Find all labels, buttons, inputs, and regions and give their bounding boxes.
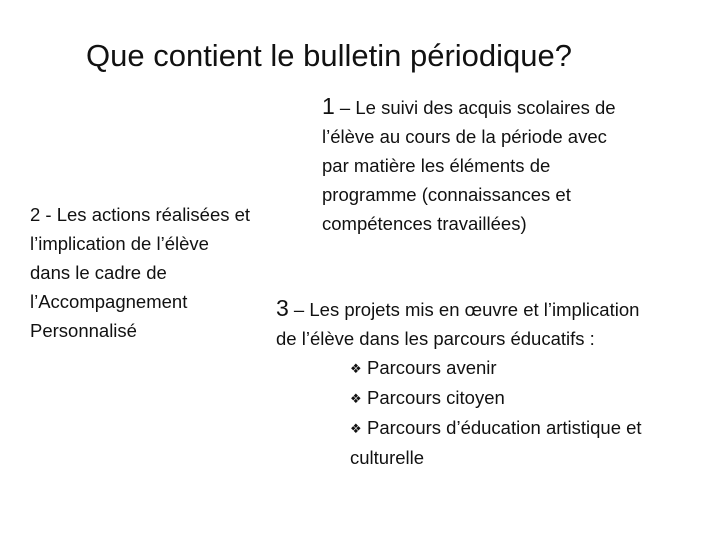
point-1-line [322, 92, 616, 122]
diamond-bullet-icon: ❖ [350, 361, 362, 376]
diamond-bullet-icon: ❖ [350, 421, 362, 436]
point-2-line: l’Accompagnement [30, 291, 188, 312]
point-1-line: programme (connaissances et [322, 184, 571, 205]
list-item-label: Parcours d’éducation artistique et [367, 417, 642, 438]
parcours-list [350, 353, 642, 472]
point-3-text: – Les projets mis en œuvre et l’implication [288, 299, 640, 320]
list-item [350, 383, 642, 413]
point-1-number: 1 [322, 93, 335, 119]
point-1-line: par matière les éléments de [322, 155, 551, 176]
point-3-line: de l’élève dans les parcours éducatifs : [276, 328, 595, 349]
point-3-block [276, 294, 642, 472]
list-item-label: Parcours avenir [367, 357, 497, 378]
slide-title: Que contient le bulletin périodique? [86, 38, 573, 73]
point-3-line [276, 294, 642, 324]
list-item-label: Parcours citoyen [367, 387, 505, 408]
list-item [350, 413, 642, 443]
point-3-number: 3 [276, 295, 289, 321]
list-item [350, 353, 642, 383]
point-2-line: Personnalisé [30, 320, 137, 341]
point-2-line: dans le cadre de [30, 262, 167, 283]
point-2-line: l’implication de l’élève [30, 233, 209, 254]
point-2-block [30, 200, 250, 345]
point-1-line: l’élève au cours de la période avec [322, 126, 607, 147]
point-1-text: – Le suivi des acquis scolaires de [334, 97, 616, 118]
diamond-bullet-icon: ❖ [350, 391, 362, 406]
point-1-block [322, 92, 616, 238]
point-1-line: compétences travaillées) [322, 213, 527, 234]
point-2-line: 2 - Les actions réalisées et [30, 204, 251, 225]
list-item-continuation: culturelle [350, 447, 425, 468]
